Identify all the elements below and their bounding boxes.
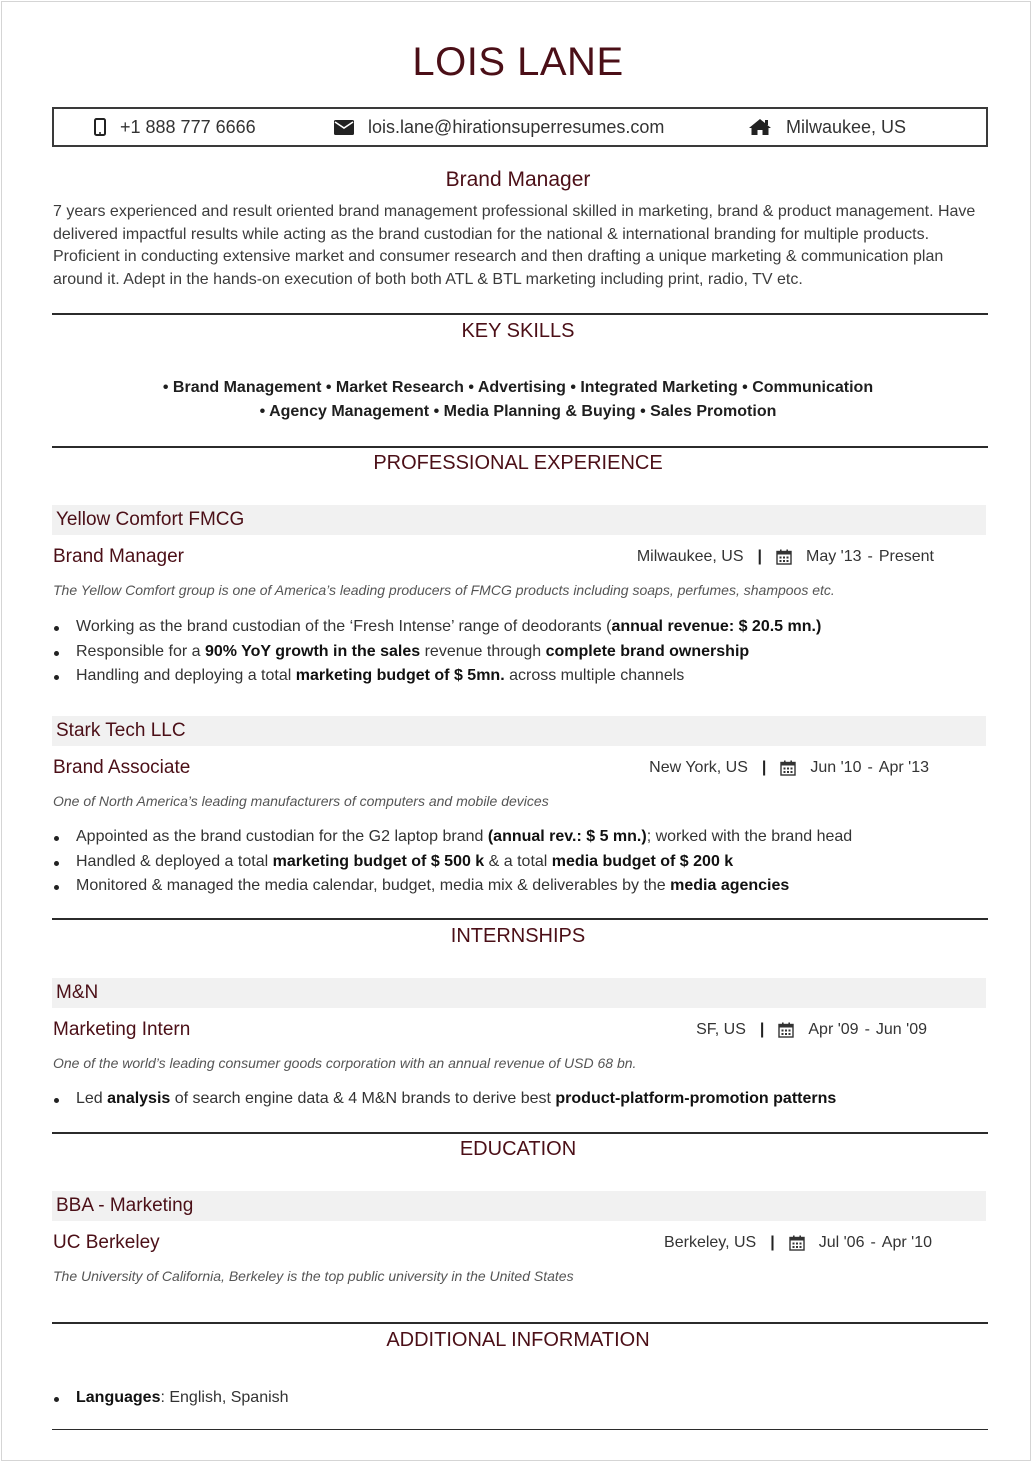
bullet-emphasis: marketing budget of $ 500 k — [272, 852, 485, 870]
bullet-text: Working as the brand custodian of the ‘Fresh Intense’ range of deodorants ( — [76, 618, 612, 635]
section-title-internships: INTERNSHIPS — [450, 925, 586, 947]
contact-bar — [52, 107, 988, 147]
date-start: Jul '06 — [818, 1234, 865, 1251]
resume-page — [1, 1, 1031, 1461]
company-description: One of North America’s leading manufacturers of computers and mobile devices — [53, 793, 549, 809]
date-end: Apr '10 — [881, 1234, 932, 1251]
job-location: Milwaukee, US — [636, 548, 744, 565]
bullet-item — [53, 640, 988, 665]
bullet-text: across multiple channels — [504, 667, 685, 684]
meta-separator: | — [759, 1021, 765, 1038]
skills-line-1: • Brand Management • Market Research • Advertising • Integrated Marketing • Communication — [162, 379, 874, 396]
bullet-emphasis: complete brand ownership — [545, 642, 750, 660]
date-dash: - — [864, 1021, 870, 1038]
divider-education — [52, 1132, 988, 1134]
skills-line-2: • Agency Management • Media Planning & Buying • Sales Promotion — [259, 403, 777, 420]
home-icon — [748, 118, 772, 136]
bullet-emphasis: 90% YoY growth in the sales — [204, 642, 421, 660]
bullet-item — [53, 850, 988, 875]
bullet-text: revenue through — [420, 642, 546, 660]
date-start: May '13 — [806, 548, 862, 565]
bullet-emphasis: analysis — [107, 1090, 171, 1107]
school-description: The University of California, Berkeley is the top public university in the United States — [53, 1268, 574, 1284]
envelope-icon — [334, 120, 354, 135]
bullet-emphasis: annual revenue: $ 20.5 mn.) — [611, 618, 822, 635]
bullet-text: : English, Spanish — [160, 1389, 289, 1406]
meta-separator: | — [770, 1234, 775, 1251]
school-location: Berkeley, US — [664, 1234, 757, 1251]
bullet-item — [53, 615, 988, 640]
job-location: SF, US — [696, 1021, 746, 1038]
calendar-icon — [776, 549, 792, 565]
date-end: Jun '09 — [875, 1021, 927, 1038]
divider-bottom — [52, 1429, 988, 1430]
section-title-additional: ADDITIONAL INFORMATION — [386, 1329, 650, 1351]
bullet-emphasis: (annual rev.: $ 5 mn.) — [487, 828, 647, 845]
email-address[interactable]: lois.lane@hirationsuperresumes.com — [368, 116, 665, 137]
candidate-name: LOIS LANE — [412, 40, 624, 84]
bullet-text: Monitored & managed the media calendar, budget, media mix & deliverables by the — [76, 877, 671, 894]
calendar-icon — [789, 1235, 805, 1251]
section-title-education: EDUCATION — [459, 1138, 577, 1160]
achievement-list — [53, 615, 988, 689]
achievement-list — [53, 825, 988, 899]
company-name: Yellow Comfort FMCG — [52, 505, 986, 535]
role-title: Brand Manager — [53, 546, 184, 567]
job-meta — [637, 548, 934, 566]
job-location: New York, US — [649, 759, 748, 776]
divider-skills — [52, 313, 988, 315]
date-dash: - — [870, 1234, 876, 1251]
degree-name: BBA - Marketing — [52, 1191, 986, 1221]
location: Milwaukee, US — [786, 116, 907, 137]
section-title-skills: KEY SKILLS — [461, 320, 575, 342]
bullet-emphasis: Languages — [76, 1389, 161, 1406]
bullet-emphasis: product-platform-promotion patterns — [555, 1090, 837, 1107]
job-meta — [696, 1021, 927, 1039]
headline-title: Brand Manager — [445, 168, 591, 191]
bullet-item — [53, 825, 988, 850]
divider-internships — [52, 918, 988, 920]
bullet-text: Led — [76, 1090, 108, 1107]
company-description: The Yellow Comfort group is one of America’s leading producers of FMCG products including soaps, perfumes, shampoos etc. — [53, 582, 835, 598]
company-name: M&N — [52, 978, 986, 1008]
date-start: Apr '09 — [808, 1021, 859, 1038]
divider-additional — [52, 1322, 988, 1324]
mobile-phone-icon — [94, 118, 106, 136]
bullet-text: Appointed as the brand custodian for the G2 laptop brand — [76, 828, 488, 845]
achievement-list — [53, 1087, 988, 1112]
contact-email — [334, 109, 664, 145]
date-end: Present — [878, 548, 934, 565]
bullet-item — [53, 1087, 988, 1112]
bullet-item — [53, 1386, 988, 1411]
bullet-emphasis: marketing budget of $ 5mn. — [295, 667, 505, 684]
bullet-emphasis: media agencies — [670, 877, 790, 894]
contact-phone — [94, 109, 256, 145]
additional-info-list — [53, 1386, 988, 1411]
bullet-text: & a total — [484, 852, 552, 870]
bullet-text: Responsible for a — [76, 642, 205, 660]
date-start: Jun '10 — [810, 759, 862, 776]
bullet-item — [53, 874, 988, 899]
date-end: Apr '13 — [878, 759, 929, 776]
calendar-icon — [778, 1022, 794, 1038]
bullet-text: Handling and deploying a total — [76, 667, 296, 684]
bullet-text: of search engine data & 4 M&N brands to derive best — [170, 1090, 556, 1107]
company-name: Stark Tech LLC — [52, 716, 986, 746]
meta-separator: | — [761, 759, 767, 776]
section-title-experience: PROFESSIONAL EXPERIENCE — [373, 452, 663, 474]
meta-separator: | — [757, 548, 762, 565]
professional-summary: 7 years experienced and result oriented brand management professional skilled in marketing, brand & product management. Have delivered impactful results while acting as the brand custodian for the national & international branding for multiple products. Proficient in conducting extensive market and consumer research and then drafting a unique marketing & communication plan around it. Adept in the hands-on execution of both both ATL & BTL marketing including print, radio, TV etc. — [53, 203, 976, 289]
calendar-icon — [780, 760, 796, 776]
company-description: One of the world’s leading consumer goods corporation with an annual revenue of USD 68 bn. — [53, 1055, 637, 1071]
bullet-item — [53, 664, 988, 689]
date-dash: - — [867, 548, 873, 565]
school-name: UC Berkeley — [53, 1232, 160, 1253]
bullet-text: Handled & deployed a total — [76, 852, 273, 870]
job-meta — [649, 759, 929, 777]
date-dash: - — [867, 759, 873, 776]
education-meta — [664, 1234, 932, 1252]
role-title: Marketing Intern — [53, 1019, 191, 1040]
phone-number[interactable]: +1 888 777 6666 — [120, 116, 256, 137]
divider-experience — [52, 446, 988, 448]
bullet-text: ; worked with the brand head — [646, 828, 853, 845]
role-title: Brand Associate — [53, 757, 191, 778]
bullet-emphasis: media budget of $ 200 k — [551, 852, 734, 870]
contact-location — [748, 109, 906, 145]
